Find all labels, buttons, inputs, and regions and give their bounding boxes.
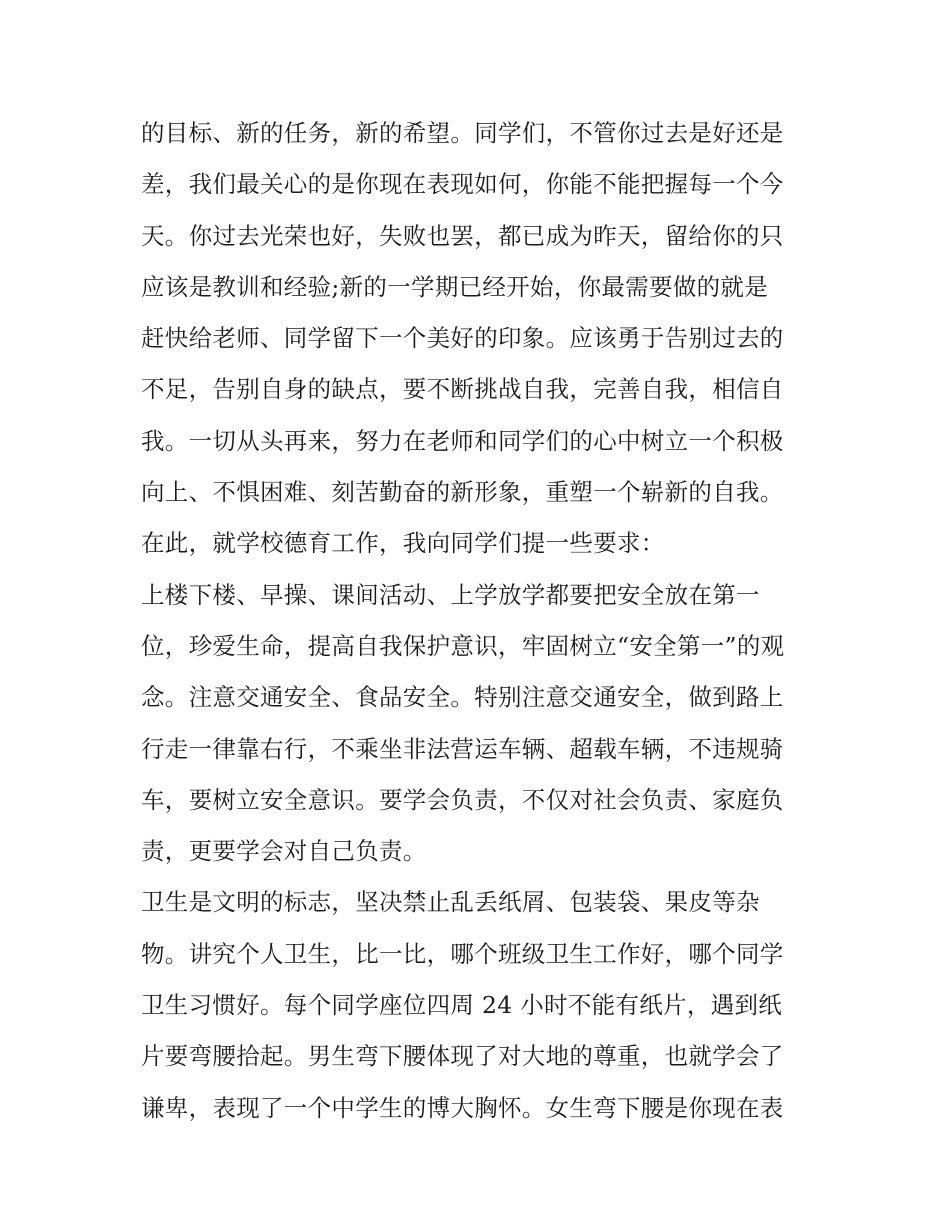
text-line: 差，我们最关心的是你现在表现如何，你能不能把握每一个今 (141, 170, 784, 199)
text-line: 位，珍爱生命，提高自我保护意识，牢固树立“安全第一”的观 (141, 631, 785, 660)
body-text (141, 108, 821, 1134)
text-line: 天。你过去光荣也好，失败也罢，都已成为昨天，留给你的只 (141, 221, 784, 250)
text-line: 在此，就学校德育工作，我向同学们提一些要求： (141, 529, 665, 558)
text-line: 上楼下楼、早操、课间活动、上学放学都要把安全放在第一 (141, 580, 760, 609)
text-line: 片要弯腰拾起。男生弯下腰体现了对大地的尊重，也就学会了 (141, 1042, 784, 1071)
text-line: 谦卑，表现了一个中学生的博大胸怀。女生弯下腰是你现在表 (141, 1093, 784, 1122)
text-line: 行走一律靠右行，不乘坐非法营运车辆、超载车辆，不违规骑 (141, 734, 784, 763)
text-line: 的目标、新的任务，新的希望。同学们，不管你过去是好还是 (141, 119, 784, 147)
text-line: 不足，告别自身的缺点，要不断挑战自我，完善自我，相信自 (141, 375, 784, 404)
text-line: 卫生是文明的标志，坚决禁止乱丢纸屑、包装袋、果皮等杂 (141, 888, 760, 917)
text-line: 物。讲究个人卫生，比一比，哪个班级卫生工作好，哪个同学 (141, 939, 784, 968)
text-line: 向上、不惧困难、刻苦勤奋的新形象，重塑一个崭新的自我。 (141, 478, 784, 507)
text-line: 念。注意交通安全、食品安全。特别注意交通安全，做到路上 (141, 683, 784, 712)
text-line: 车，要树立安全意识。要学会负责，不仅对社会负责、家庭负 (141, 785, 784, 814)
text-line: 赶快给老师、同学留下一个美好的印象。应该勇于告别过去的 (141, 324, 784, 353)
text-line: 我。一切从头再来，努力在老师和同学们的心中树立一个积极 (141, 426, 784, 455)
text-line: 卫生习惯好。每个同学座位四周 24 小时不能有纸片，遇到纸 (141, 991, 783, 1020)
text-line: 应该是教训和经验;新的一学期已经开始，你最需要做的就是 (141, 272, 769, 301)
text-line: 责，更要学会对自己负责。 (141, 837, 427, 866)
